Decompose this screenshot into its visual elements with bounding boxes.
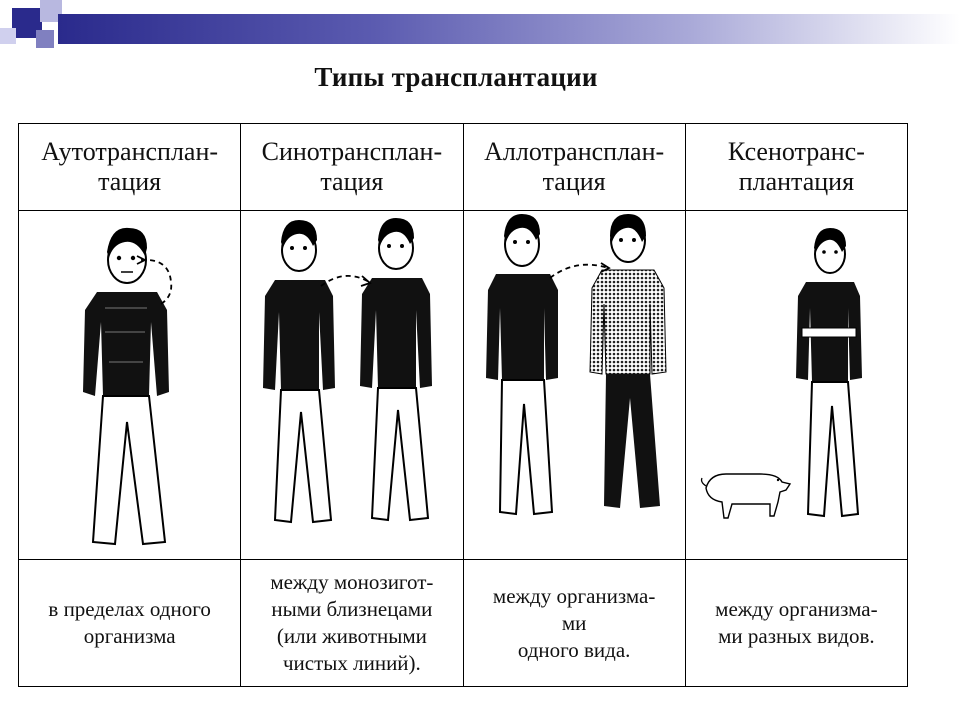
illustration-allo — [463, 211, 685, 560]
person-figure — [263, 220, 335, 522]
illustration-auto — [19, 211, 241, 560]
illustration-syn — [241, 211, 463, 560]
person-figure — [486, 214, 558, 514]
header-gradient-bar — [58, 14, 960, 44]
header-allo — [463, 124, 685, 211]
description-allo-line3: одного вида. — [517, 637, 631, 662]
header-auto — [19, 124, 241, 211]
corner-square-pale — [0, 28, 16, 44]
description-allo — [463, 560, 685, 687]
description-row — [19, 560, 908, 687]
description-allo-line1: между организма- — [492, 583, 656, 608]
transplantation-table — [18, 123, 908, 687]
description-xeno-line2: ми разных видов. — [718, 624, 875, 648]
graft-band — [802, 328, 856, 337]
header-auto-line1: Аутотрансплан- — [41, 137, 219, 166]
description-auto-line1: в пределах одного — [48, 597, 211, 621]
description-allo-line2: ми — [561, 610, 587, 635]
illustration-row — [19, 211, 908, 560]
graft-arrow — [321, 276, 369, 286]
syn-illustration — [241, 212, 461, 558]
header-row — [19, 124, 908, 211]
header-syn — [241, 124, 463, 211]
description-auto — [19, 560, 241, 687]
allo-illustration — [464, 212, 684, 558]
header-syn-line1: Синотрансплан- — [261, 137, 443, 166]
description-auto-line2: организма — [83, 624, 176, 648]
illustration-xeno — [685, 211, 907, 560]
person-figure — [360, 218, 432, 520]
header-allo-line2: тация — [542, 167, 606, 196]
description-syn — [241, 560, 463, 687]
corner-square-mid — [36, 30, 54, 48]
page-title: Типы трансплантации — [314, 62, 598, 92]
person-figure-recipient — [590, 214, 666, 508]
description-syn-line1: между монозигот- — [270, 570, 434, 594]
description-syn-line2: ными близнецами — [271, 597, 433, 621]
description-syn-line3: (или животными — [276, 624, 427, 648]
description-xeno — [685, 560, 907, 687]
header-syn-line2: тация — [320, 167, 384, 196]
pig-icon — [701, 474, 790, 518]
header-auto-line2: тация — [98, 167, 162, 196]
xeno-illustration — [686, 212, 906, 558]
person-figure — [796, 228, 862, 516]
header-xeno-line2: плантация — [738, 167, 855, 196]
person-figure — [83, 228, 169, 544]
description-xeno-line1: между организма- — [715, 597, 878, 621]
header-xeno-line1: Ксенотранс- — [727, 137, 865, 166]
header-allo-line1: Аллотрансплан- — [484, 137, 665, 166]
description-syn-line4: чистых линий). — [282, 651, 421, 675]
header-xeno — [685, 124, 907, 211]
auto-illustration — [19, 212, 239, 558]
